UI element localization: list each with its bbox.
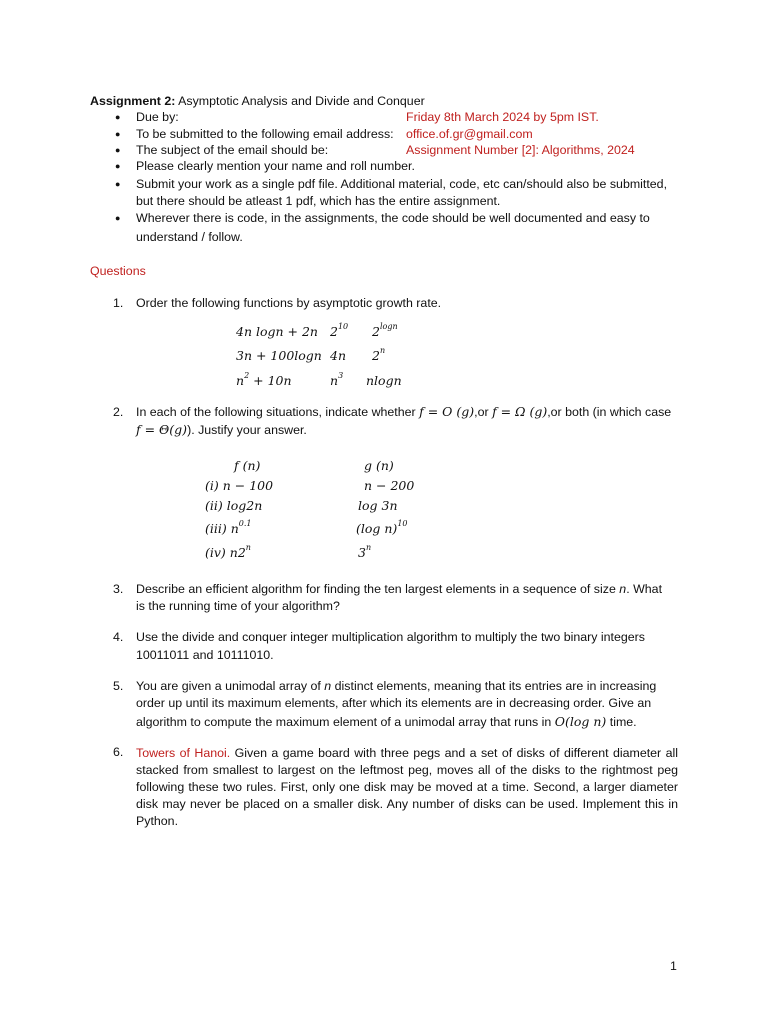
question-text-cont: algorithm to compute the maximum element of a unimodal array that runs in O(log n) time. xyxy=(136,714,637,729)
question-number: 4. xyxy=(113,630,124,644)
question-text: Use the divide and conquer integer multiplication algorithm to multiply the two binary integers xyxy=(136,630,645,644)
code-note-line1: Wherever there is code, in the assignments, the code should be well documented and easy to xyxy=(136,211,650,225)
assignment-label: Assignment 2: xyxy=(90,94,176,108)
function-2-pow-10: $2^{10}$ xyxy=(330,322,349,339)
function-n-cubed: $n^3$ xyxy=(330,371,344,388)
question-number: 1. xyxy=(113,296,124,310)
due-value: Friday 8th March 2024 by 5pm IST. xyxy=(406,110,599,124)
bullet-icon: ● xyxy=(115,145,121,155)
bullet-icon: ● xyxy=(115,161,121,171)
pair-1-g: n − 200 xyxy=(364,478,415,493)
pair-3-f: (iii) $n^{0.1}$ xyxy=(205,519,252,536)
email-value: office.of.gr@gmail.com xyxy=(406,127,533,141)
question-text-cont: is the running time of your algorithm? xyxy=(136,599,340,613)
column-head-f: f (n) xyxy=(234,458,261,473)
towers-of-hanoi-body: Given a game board with three pegs and a set of disks of different diameter all stacked from smallest to largest on the leftmost peg, moves all of the disks to the rightmost peg following these two rules. First, only one disk may be moved at a time. Second, a larger diameter disk may never be placed on a smaller disk. Any number of disks can be used. Implement this in Python. xyxy=(136,746,678,828)
function-4nlogn: 4n logn + 2n xyxy=(236,324,318,339)
email-label: To be submitted to the following email address: xyxy=(136,127,394,141)
question-number: 6. xyxy=(113,745,124,759)
question-text-cont: order up until its maximum elements, after which its elements are in decreasing order. Give an xyxy=(136,696,652,710)
question-number: 5. xyxy=(113,679,124,693)
bullet-icon: ● xyxy=(115,213,121,223)
function-2-pow-logn: $2^{logn}$ xyxy=(372,322,398,339)
pair-2-f: (ii) log2n xyxy=(205,498,263,513)
column-head-g: g (n) xyxy=(364,458,394,473)
question-text: Describe an efficient algorithm for finding the ten largest elements in a sequence of size n. What xyxy=(136,582,663,596)
question-text: In each of the following situations, indicate whether f = O (g),or f = Ω (g),or both (in which case xyxy=(136,404,672,419)
function-4n: 4n xyxy=(330,348,347,363)
question-number: 2. xyxy=(113,405,124,419)
subject-value: Assignment Number [2]: Algorithms, 2024 xyxy=(406,143,635,157)
pair-2-g: log 3n xyxy=(358,498,398,513)
function-nlogn: nlogn xyxy=(366,373,402,388)
towers-of-hanoi-title: Towers of Hanoi. xyxy=(136,746,231,760)
bullet-icon: ● xyxy=(115,129,121,139)
assignment-title xyxy=(90,94,425,108)
function-n2-10n: $n^2 + 10n$ xyxy=(236,371,292,388)
pdf-note-line1: Submit your work as a single pdf file. Additional material, code, etc can/should also be submitted, xyxy=(136,177,668,191)
bullet-icon: ● xyxy=(115,112,121,122)
pair-4-g: 3$^n$ xyxy=(358,543,372,560)
question-text: You are given a unimodal array of n distinct elements, meaning that its entries are in increasing xyxy=(136,679,657,693)
function-3n-100logn: 3n + 100logn xyxy=(236,348,322,363)
pair-3-g: (log n)$^{10}$ xyxy=(356,519,408,536)
due-label: Due by: xyxy=(136,110,179,124)
question-text-cont: 10011011 and 10111010. xyxy=(136,648,274,662)
subject-label: The subject of the email should be: xyxy=(136,143,329,157)
question-text xyxy=(136,745,678,830)
pdf-note-line2: but there should be atleast 1 pdf, which has the entire assignment. xyxy=(136,194,501,208)
pair-1-f: (i) n − 100 xyxy=(205,478,274,493)
question-text-cont: f = Θ(g)). Justify your answer. xyxy=(136,422,307,437)
bullet-icon: ● xyxy=(115,179,121,189)
function-2-pow-n: 2$^n$ xyxy=(372,346,386,363)
assignment-topic: Asymptotic Analysis and Divide and Conquer xyxy=(178,94,425,108)
question-number: 3. xyxy=(113,582,124,596)
name-note: Please clearly mention your name and roll number. xyxy=(136,159,415,173)
questions-heading: Questions xyxy=(90,264,146,278)
page-number: 1 xyxy=(670,959,677,973)
pair-4-f: (iv) n2$^n$ xyxy=(205,543,251,560)
question-text: Order the following functions by asymptotic growth rate. xyxy=(136,296,442,310)
code-note-line2: understand / follow. xyxy=(136,230,243,244)
